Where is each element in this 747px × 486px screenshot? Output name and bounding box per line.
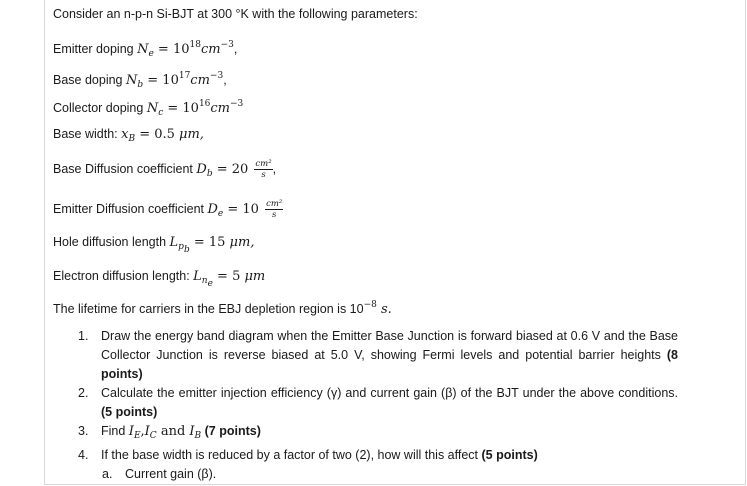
question-list [78, 327, 678, 484]
unit-fraction: $\frac{\text{cm²}}{s}$ [255, 159, 272, 180]
param-label: Electron diffusion length: [53, 269, 194, 283]
question-item: 1. Draw the energy band diagram when the Emitter Base Junction is forward biased at 0.6 V and the Base Collector Junction is reverse biased at 5.0 V, showing Fermi levels and potential barrier heights (8 points) [78, 329, 678, 381]
param-label: Base width: [53, 127, 122, 141]
unit-fraction: $\frac{\text{cm²}}{s}$ [266, 199, 283, 220]
subquestion-item: a. Current gain (β). [102, 467, 217, 481]
param-base-doping: Base doping $N_b = 10^{17}cm^{-3}$, [53, 71, 227, 90]
param-electron-diffusion: Electron diffusion length: $L_{ne} = 5$ μm [53, 269, 266, 289]
param-label: Emitter Diffusion coefficient [53, 201, 208, 216]
question-item: 4. If the base width is reduced by a factor of two (2), how will this affect (5 points) [78, 448, 538, 462]
intro-text: Consider an n-p-n Si-BJT at 300 °K with the following parameters: [53, 7, 418, 21]
param-label: Base Diffusion coefficient [53, 161, 197, 176]
param-base-width: Base width: $x_B = 0.5$ μm, [53, 127, 204, 144]
symbol: N [137, 42, 149, 57]
param-label: Hole diffusion length [53, 235, 170, 249]
param-emitter-diffusion: Emitter Diffusion coefficient $D_e = 10$ $\frac{\text{cm²}}{s}$ [53, 199, 283, 220]
param-emitter-doping: Emitter doping $N_e = 10^{18}cm^{-3}$, [53, 40, 238, 59]
param-label: Emitter doping [53, 42, 134, 56]
question-item: 3. Find $I_E,I_C$ and $I_B$ (7 points) [78, 424, 261, 441]
param-label: Base doping [53, 73, 123, 87]
lifetime-text: The lifetime for carriers in the EBJ depletion region is $10^{-8}$ s. [53, 300, 392, 317]
param-collector-doping: Collector doping $N_c = 10^{16}cm^{-3}$ [53, 99, 244, 118]
param-label: Collector doping [53, 101, 144, 115]
param-hole-diffusion: Hole diffusion length $L_{pb} = 15$ μm, [53, 235, 255, 255]
param-base-diffusion: Base Diffusion coefficient $D_b = 20$ $\frac{\text{cm²}}{s}$ , [53, 159, 277, 180]
question-item: 2. Calculate the emitter injection efficiency (γ) and current gain (β) of the BJT under the above conditions. (5 points) [78, 386, 678, 419]
